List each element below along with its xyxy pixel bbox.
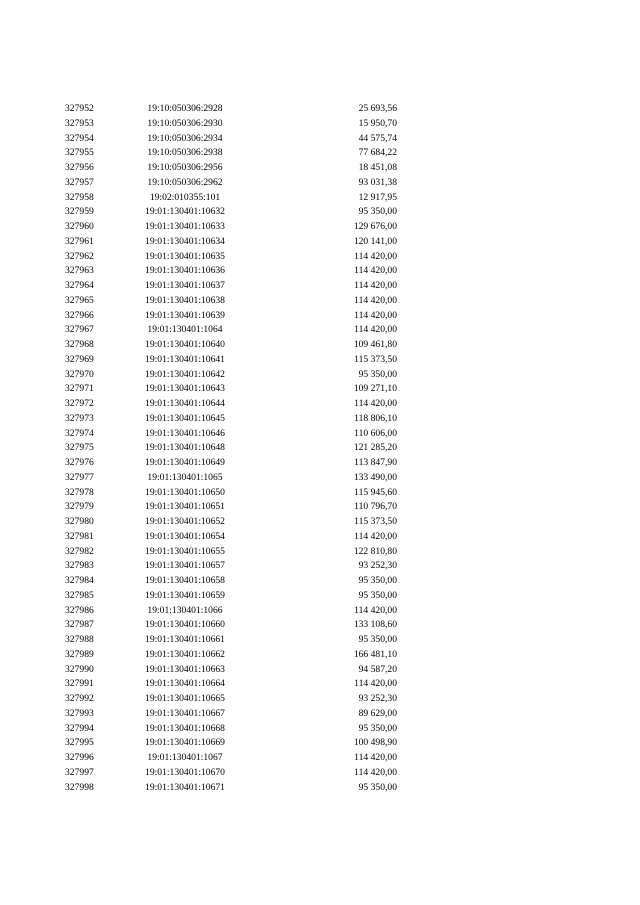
row-id-cell: 327964 <box>65 280 94 291</box>
cadastral-code-cell: 19:01:130401:10654 <box>145 530 225 542</box>
cadastral-code-cell: 19:10:050306:2938 <box>147 147 223 159</box>
amount-cell: 109 461,80 <box>353 339 397 350</box>
table-row <box>0 161 640 176</box>
table-row <box>0 471 640 486</box>
row-id-cell: 327979 <box>65 501 94 513</box>
cadastral-code-cell: 19:01:130401:10650 <box>145 486 225 498</box>
amount-cell: 95 350,00 <box>358 206 397 218</box>
row-id-cell: 327957 <box>65 176 94 188</box>
cadastral-code-cell: 19:01:130401:10642 <box>145 368 225 380</box>
amount-cell: 44 575,74 <box>358 132 397 144</box>
table-row <box>0 353 640 368</box>
row-id-cell: 327998 <box>65 781 94 793</box>
row-id-cell: 327996 <box>65 752 94 763</box>
amount-cell: 93 252,30 <box>358 560 397 572</box>
amount-cell: 133 490,00 <box>353 471 397 483</box>
table-row <box>0 294 640 309</box>
cadastral-code-cell: 19:01:130401:10661 <box>145 634 225 645</box>
amount-cell: 114 420,00 <box>354 280 397 291</box>
cadastral-code-cell: 19:01:130401:10658 <box>145 575 225 586</box>
table-row <box>0 117 640 132</box>
row-id-cell: 327984 <box>65 575 94 586</box>
table-row <box>0 781 640 796</box>
table-row <box>0 264 640 279</box>
table-row <box>0 604 640 619</box>
row-id-cell: 327987 <box>65 619 94 631</box>
row-id-cell: 327990 <box>65 663 94 675</box>
amount-cell: 114 420,00 <box>354 766 397 778</box>
row-id-cell: 327988 <box>65 634 94 645</box>
row-id-cell: 327961 <box>65 235 94 247</box>
table-row <box>0 250 640 265</box>
row-id-cell: 327970 <box>65 368 94 380</box>
amount-cell: 93 252,30 <box>358 693 397 704</box>
cadastral-code-cell: 19:01:130401:10649 <box>145 457 225 468</box>
cadastral-code-cell: 19:10:050306:2962 <box>147 176 223 188</box>
table-row <box>0 574 640 589</box>
amount-cell: 114 420,00 <box>354 250 397 262</box>
row-id-cell: 327969 <box>65 353 94 365</box>
cadastral-code-cell: 19:01:130401:10645 <box>145 412 225 424</box>
table-row <box>0 279 640 294</box>
amount-cell: 18 451,08 <box>358 162 397 173</box>
cadastral-code-cell: 19:01:130401:10659 <box>145 589 225 601</box>
table-row <box>0 751 640 766</box>
table-row <box>0 633 640 648</box>
row-id-cell: 327963 <box>65 265 94 277</box>
cadastral-code-cell: 19:01:130401:10664 <box>145 678 225 690</box>
table-row <box>0 412 640 427</box>
cadastral-code-cell: 19:01:130401:1066 <box>147 604 223 616</box>
amount-cell: 110 796,70 <box>354 501 397 513</box>
cadastral-code-cell: 19:01:130401:10655 <box>145 545 225 557</box>
cadastral-code-cell: 19:01:130401:10651 <box>145 501 225 513</box>
cadastral-code-cell: 19:01:130401:10637 <box>145 280 225 291</box>
cadastral-code-cell: 19:01:130401:10634 <box>145 235 225 247</box>
amount-cell: 100 498,90 <box>353 737 397 749</box>
amount-cell: 25 693,56 <box>358 103 397 114</box>
table-row <box>0 722 640 737</box>
cadastral-code-cell: 19:01:130401:10638 <box>145 294 225 306</box>
cadastral-code-cell: 19:10:050306:2930 <box>147 117 223 129</box>
table-row <box>0 191 640 206</box>
amount-cell: 15 950,70 <box>358 117 397 129</box>
table-row <box>0 176 640 191</box>
table-row <box>0 309 640 324</box>
table-row <box>0 368 640 383</box>
cadastral-code-cell: 19:01:130401:10662 <box>145 648 225 660</box>
data-table <box>0 102 640 795</box>
amount-cell: 95 350,00 <box>358 722 397 734</box>
cadastral-code-cell: 19:01:130401:10667 <box>145 707 225 719</box>
table-row <box>0 545 640 560</box>
table-row <box>0 663 640 678</box>
cadastral-code-cell: 19:01:130401:10657 <box>145 560 225 572</box>
row-id-cell: 327991 <box>65 678 94 690</box>
amount-cell: 110 606,00 <box>354 427 397 439</box>
row-id-cell: 327962 <box>65 250 94 262</box>
amount-cell: 109 271,10 <box>353 383 397 395</box>
amount-cell: 122 810,80 <box>353 545 397 557</box>
row-id-cell: 327977 <box>65 471 94 483</box>
row-id-cell: 327975 <box>65 442 94 454</box>
cadastral-code-cell: 19:01:130401:10665 <box>145 693 225 704</box>
amount-cell: 166 481,10 <box>353 648 397 660</box>
row-id-cell: 327953 <box>65 117 94 129</box>
row-id-cell: 327958 <box>65 191 94 203</box>
table-row <box>0 456 640 471</box>
amount-cell: 114 420,00 <box>354 398 397 409</box>
cadastral-code-cell: 19:01:130401:10670 <box>145 766 225 778</box>
amount-cell: 129 676,00 <box>353 221 397 232</box>
table-row <box>0 618 640 633</box>
cadastral-code-cell: 19:01:130401:10632 <box>145 206 225 218</box>
table-row <box>0 235 640 250</box>
row-id-cell: 327989 <box>65 648 94 660</box>
amount-cell: 120 141,00 <box>353 235 397 247</box>
row-id-cell: 327976 <box>65 457 94 468</box>
table-row <box>0 736 640 751</box>
row-id-cell: 327997 <box>65 766 94 778</box>
row-id-cell: 327982 <box>65 545 94 557</box>
row-id-cell: 327993 <box>65 707 94 719</box>
table-row <box>0 766 640 781</box>
table-row <box>0 220 640 235</box>
cadastral-code-cell: 19:01:130401:10640 <box>145 339 225 350</box>
row-id-cell: 327986 <box>65 604 94 616</box>
cadastral-code-cell: 19:01:130401:10652 <box>145 516 225 527</box>
table-row <box>0 500 640 515</box>
table-row <box>0 589 640 604</box>
cadastral-code-cell: 19:01:130401:10643 <box>145 383 225 395</box>
cadastral-code-cell: 19:01:130401:10641 <box>145 353 225 365</box>
row-id-cell: 327995 <box>65 737 94 749</box>
cadastral-code-cell: 19:10:050306:2956 <box>147 162 223 173</box>
row-id-cell: 327994 <box>65 722 94 734</box>
row-id-cell: 327967 <box>65 324 94 336</box>
cadastral-code-cell: 19:01:130401:10644 <box>145 398 225 409</box>
amount-cell: 114 420,00 <box>354 530 397 542</box>
amount-cell: 115 945,60 <box>354 486 397 498</box>
row-id-cell: 327978 <box>65 486 94 498</box>
table-row <box>0 677 640 692</box>
table-row <box>0 427 640 442</box>
cadastral-code-cell: 19:10:050306:2928 <box>147 103 223 114</box>
amount-cell: 118 806,10 <box>354 412 397 424</box>
table-row <box>0 397 640 412</box>
row-id-cell: 327992 <box>65 693 94 704</box>
amount-cell: 94 587,20 <box>358 663 397 675</box>
table-row <box>0 559 640 574</box>
cadastral-code-cell: 19:01:130401:10663 <box>145 663 225 675</box>
cadastral-code-cell: 19:01:130401:10633 <box>145 221 225 232</box>
cadastral-code-cell: 19:10:050306:2934 <box>147 132 223 144</box>
amount-cell: 133 108,60 <box>353 619 397 631</box>
cadastral-code-cell: 19:01:130401:1067 <box>147 752 223 763</box>
cadastral-code-cell: 19:01:130401:10660 <box>145 619 225 631</box>
table-row <box>0 323 640 338</box>
cadastral-code-cell: 19:01:130401:10669 <box>145 737 225 749</box>
table-row <box>0 382 640 397</box>
amount-cell: 93 031,38 <box>358 176 397 188</box>
table-row <box>0 102 640 117</box>
row-id-cell: 327966 <box>65 309 94 321</box>
row-id-cell: 327973 <box>65 412 94 424</box>
amount-cell: 114 420,00 <box>354 309 397 321</box>
table-row <box>0 692 640 707</box>
amount-cell: 115 373,50 <box>354 353 397 365</box>
row-id-cell: 327980 <box>65 516 94 527</box>
amount-cell: 95 350,00 <box>358 368 397 380</box>
amount-cell: 12 917,95 <box>358 191 397 203</box>
table-row <box>0 530 640 545</box>
amount-cell: 114 420,00 <box>354 678 397 690</box>
row-id-cell: 327954 <box>65 132 94 144</box>
table-row <box>0 205 640 220</box>
amount-cell: 95 350,00 <box>358 781 397 793</box>
row-id-cell: 327955 <box>65 147 94 159</box>
amount-cell: 114 420,00 <box>354 752 397 763</box>
row-id-cell: 327981 <box>65 530 94 542</box>
row-id-cell: 327965 <box>65 294 94 306</box>
amount-cell: 115 373,50 <box>354 516 397 527</box>
cadastral-code-cell: 19:01:130401:10646 <box>145 427 225 439</box>
amount-cell: 89 629,00 <box>358 707 397 719</box>
amount-cell: 95 350,00 <box>358 589 397 601</box>
amount-cell: 113 847,90 <box>354 457 397 468</box>
cadastral-code-cell: 19:01:130401:10635 <box>145 250 225 262</box>
amount-cell: 114 420,00 <box>354 604 397 616</box>
row-id-cell: 327983 <box>65 560 94 572</box>
row-id-cell: 327960 <box>65 221 94 232</box>
amount-cell: 77 684,22 <box>358 147 397 159</box>
row-id-cell: 327971 <box>65 383 94 395</box>
row-id-cell: 327968 <box>65 339 94 350</box>
table-row <box>0 648 640 663</box>
table-row <box>0 486 640 501</box>
row-id-cell: 327956 <box>65 162 94 173</box>
amount-cell: 114 420,00 <box>354 324 397 336</box>
table-row <box>0 338 640 353</box>
row-id-cell: 327959 <box>65 206 94 218</box>
cadastral-code-cell: 19:01:130401:10671 <box>145 781 225 793</box>
amount-cell: 114 420,00 <box>354 294 397 306</box>
table-row <box>0 515 640 530</box>
table-row <box>0 146 640 161</box>
cadastral-code-cell: 19:01:130401:10668 <box>145 722 225 734</box>
row-id-cell: 327985 <box>65 589 94 601</box>
cadastral-code-cell: 19:01:130401:10639 <box>145 309 225 321</box>
cadastral-code-cell: 19:01:130401:1064 <box>147 324 223 336</box>
amount-cell: 95 350,00 <box>358 575 397 586</box>
table-row <box>0 707 640 722</box>
cadastral-code-cell: 19:01:130401:10636 <box>145 265 225 277</box>
row-id-cell: 327972 <box>65 398 94 409</box>
amount-cell: 114 420,00 <box>354 265 397 277</box>
table-row <box>0 441 640 456</box>
table-row <box>0 132 640 147</box>
cadastral-code-cell: 19:01:130401:10648 <box>145 442 225 454</box>
amount-cell: 95 350,00 <box>358 634 397 645</box>
cadastral-code-cell: 19:01:130401:1065 <box>147 471 223 483</box>
row-id-cell: 327974 <box>65 427 94 439</box>
amount-cell: 121 285,20 <box>353 442 397 454</box>
cadastral-code-cell: 19:02:010355:101 <box>149 191 221 203</box>
row-id-cell: 327952 <box>65 103 94 114</box>
